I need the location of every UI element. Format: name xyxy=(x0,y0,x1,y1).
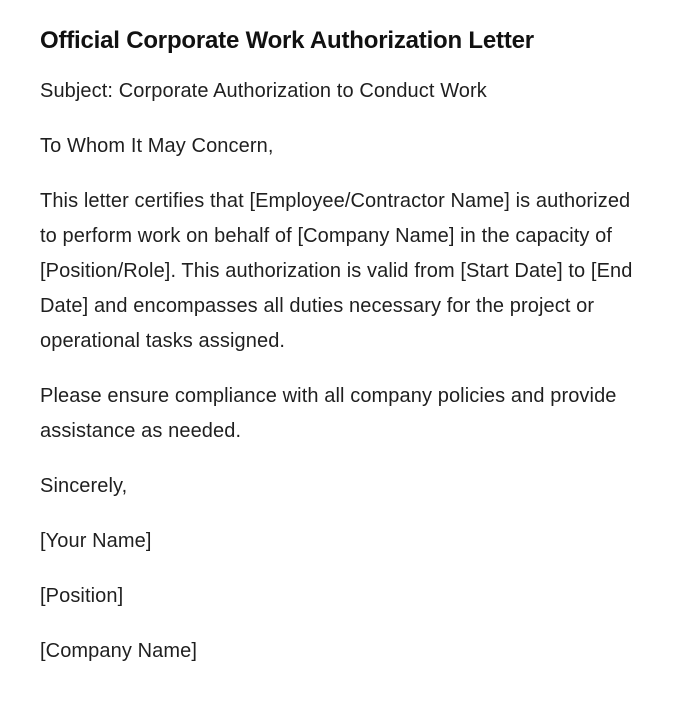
letter-body-paragraph-1: This letter certifies that [Employee/Contractor Name] is authorized to perform work on behalf of [Company Name] in the capacity of [Position/Role]. This authorization is valid from [Start Date] to [End Date] and encompasses all duties necessary for the project or operational tasks assigned. xyxy=(40,190,633,352)
letter-subject: Subject: Corporate Authorization to Conduct Work xyxy=(40,80,487,102)
signature-position: [Position] xyxy=(40,585,124,607)
letter-closing: Sincerely, xyxy=(40,475,128,497)
signature-name: [Your Name] xyxy=(40,530,152,552)
letter-title: Official Corporate Work Authorization Letter xyxy=(40,27,534,54)
letter-salutation: To Whom It May Concern, xyxy=(40,135,274,157)
letter-document xyxy=(40,24,640,689)
letter-body-paragraph-2: Please ensure compliance with all company policies and provide assistance as needed. xyxy=(40,385,617,442)
signature-company: [Company Name] xyxy=(40,640,198,662)
